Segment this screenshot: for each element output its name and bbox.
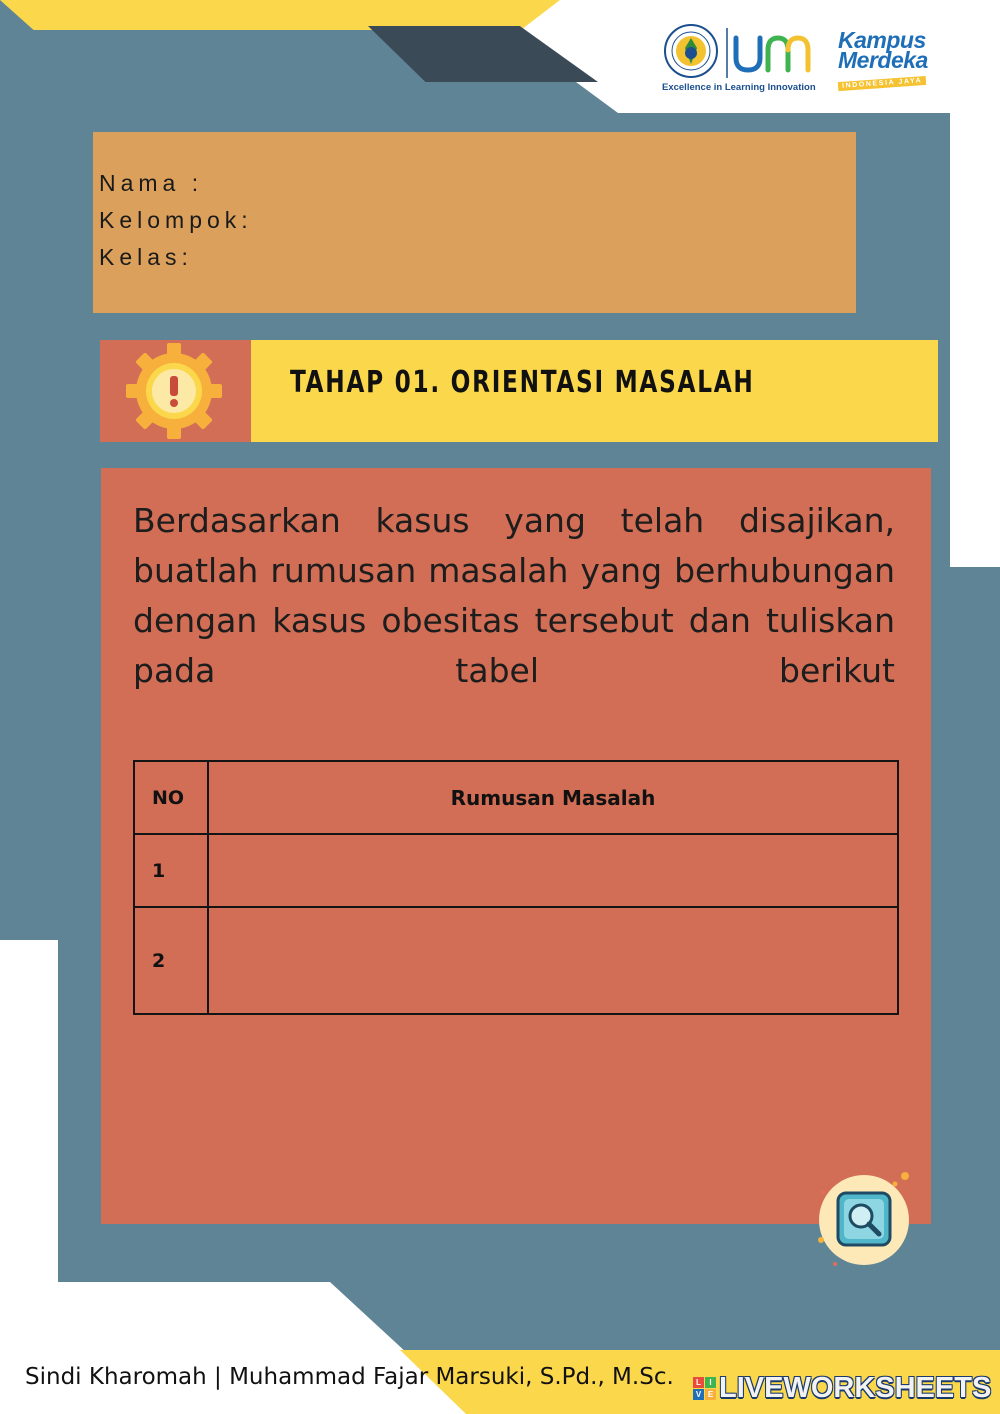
badge-letter: E (705, 1389, 716, 1400)
background-yellow-stripe-top (0, 0, 560, 30)
background-slate-bottom (330, 1282, 1000, 1350)
kampus-merdeka-logo-line2: Merdeka (838, 47, 928, 73)
background-slate-right (950, 567, 1000, 1350)
answer-cell-1[interactable] (208, 834, 898, 907)
stage-icon-box (100, 340, 251, 442)
badge-letter: L (693, 1377, 704, 1388)
exclamation-gear-icon (100, 340, 251, 442)
class-field-label[interactable]: Kelas: (99, 244, 193, 270)
identity-box (93, 132, 856, 313)
table-row (134, 907, 898, 1014)
header-logos (660, 20, 960, 100)
table-cell-no: 2 (134, 907, 208, 1014)
um-logo-icon (724, 26, 816, 80)
task-instruction: Berdasarkan kasus yang telah disajikan, buatlah rumusan masalah yang berhubungan dengan kasus obesitas tersebut dan tuliskan pada tabel berikut (133, 501, 895, 690)
badge-letter: I (705, 1377, 716, 1388)
kampus-merdeka-ribbon: INDONESIA JAYA (838, 76, 927, 91)
table-header-rumusan: Rumusan Masalah (208, 761, 898, 834)
kampus-merdeka-logo-line1: Kampus (838, 27, 926, 53)
name-field-label[interactable]: Nama : (99, 170, 204, 196)
table-header-no: NO (134, 761, 208, 834)
table-cell-no: 1 (134, 834, 208, 907)
group-field-label[interactable]: Kelompok: (99, 207, 253, 233)
badge-letter: V (693, 1389, 704, 1400)
table-row (134, 834, 898, 907)
magnifier-badge-icon (813, 1168, 913, 1268)
stage-title: TAHAP 01. ORIENTASI MASALAH (290, 365, 755, 400)
answer-cell-2[interactable] (208, 907, 898, 1014)
university-tagline: Excellence in Learning Innovation (662, 82, 816, 93)
liveworksheets-wordmark: LIVEWORKSHEETS (719, 1371, 992, 1404)
kampus-merdeka-logo (838, 27, 958, 100)
university-seal-icon (664, 24, 718, 78)
liveworksheets-logo (693, 1368, 991, 1408)
liveworksheets-badge-icon (693, 1377, 716, 1400)
table-header-row (134, 761, 898, 834)
footer-credit: Sindi Kharomah | Muhammad Fajar Marsuki, S.Pd., M.Sc. (25, 1364, 674, 1390)
problem-formulation-table (133, 760, 899, 1015)
